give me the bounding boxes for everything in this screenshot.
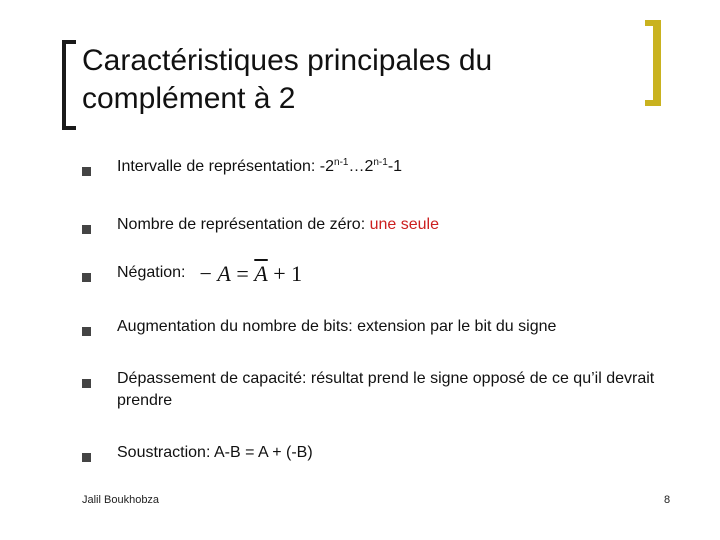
bullet-text-extension: Augmentation du nombre de bits: extension par le bit du signe [117,318,557,335]
square-bullet-icon [82,225,91,234]
page-number: 8 [664,494,671,506]
title-bracket-left [62,40,76,130]
square-bullet-icon [82,273,91,282]
title-bracket-right [653,20,661,106]
slide-title [82,42,622,118]
square-bullet-icon [82,379,91,388]
bullet-text-range: Intervalle de représentation: -2$^{n-1}$…2$^{n-1}$-1 [117,157,403,175]
bullet-text-overflow: Dépassement de capacité: résultat prend le signe opposé de ce qu’il devrait prendre [117,370,655,409]
negation-formula: − $A = \overline{A} + 1$ [199,261,303,286]
square-bullet-icon [82,167,91,176]
square-bullet-icon [82,327,91,336]
complement-a: $\overline{A}$ [254,261,268,286]
bullet-text-zero: Nombre de représentation de zéro: une seule [117,216,439,233]
slide-title-line2: complément à 2 [82,82,296,115]
highlight-une-seule: une seule [369,216,439,233]
bullet-text-subtraction: Soustraction: A-B = A + (-B) [117,444,313,461]
bullet-text-negation: Négation: − $A = \overline{A} + 1$ [117,261,303,286]
slide-title-line1: Caractéristiques principales du [82,44,493,77]
title-bracket-right-bottom [645,100,661,106]
square-bullet-icon [82,453,91,462]
footer-author: Jalil Boukhobza [82,494,160,506]
